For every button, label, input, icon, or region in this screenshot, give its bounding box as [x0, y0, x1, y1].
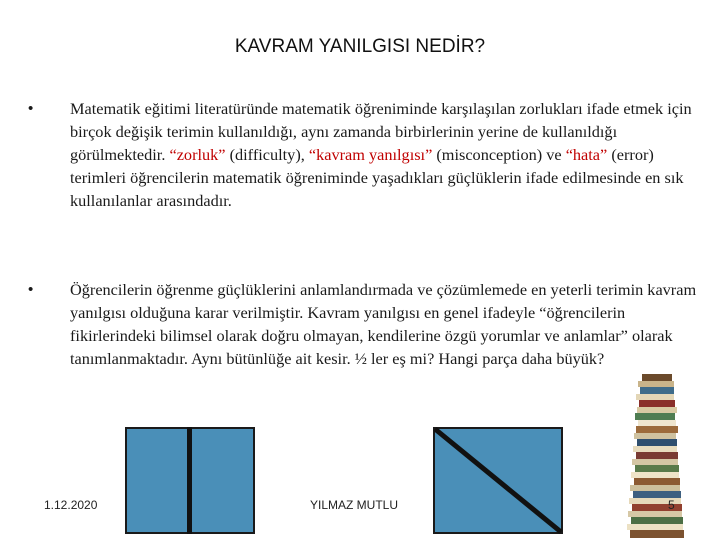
bullet-item-2 — [28, 278, 704, 370]
bullet-marker: • — [28, 281, 34, 298]
square-diagonal-half — [433, 427, 563, 534]
term-kavram-yanilgisi: “kavram yanılgısı” — [308, 145, 433, 164]
bullet-text-2: Öğrencilerin öğrenme güçlüklerini anlamlandırmada ve çözümlemede en yeterli terimin kavram yanılgısı olduğuna karar verilmiştir. Kavram yanılgısı en genel ifadeyle “öğrencilerin fikirlerindeki bilimsel olarak doğru olmayan, kendilerine özgü yorumlar ve anlamlar” olarak tanımlanmaktadır. Aynı bütünlüğe ait kesir. ½ ler eş mi? Hangi parça daha büyük? — [70, 280, 697, 368]
bullet-text-part: (difficulty), — [225, 145, 309, 164]
bullet-text-part: (error) terimleri öğrencilerin matematik öğreniminde yaşadıkları güçlüklerin ifade edilmesinde en sık kullanılanlar arasındadır. — [70, 145, 684, 210]
bullet-text-part: (misconception) ve — [432, 145, 566, 164]
diagonal-divider-line — [433, 427, 563, 534]
bullet-text-part: Matematik eğitimi literatüründe matematik öğreniminde karşılaşılan zorlukları ifade etmek için birçok değişik terimin kullanıldığı, aynı zamanda birbirlerinin yerine de kullanıldığı görülmektedir. — [70, 99, 692, 164]
footer-date: 1.12.2020 — [44, 498, 98, 512]
slide-title: KAVRAM YANILGISI NEDİR? — [234, 36, 486, 57]
bullet-marker: • — [28, 100, 34, 117]
bullet-text-1 — [70, 97, 704, 212]
footer-author: YILMAZ MUTLU — [310, 498, 399, 512]
term-zorluk: “zorluk” — [169, 145, 226, 164]
slide-page-number: 5 — [668, 498, 675, 512]
vertical-divider-line — [187, 427, 192, 534]
book-stack-icon — [624, 372, 692, 540]
term-hata: “hata” — [565, 145, 608, 164]
bullet-item-1 — [28, 97, 704, 212]
square-vertical-half — [125, 427, 255, 534]
